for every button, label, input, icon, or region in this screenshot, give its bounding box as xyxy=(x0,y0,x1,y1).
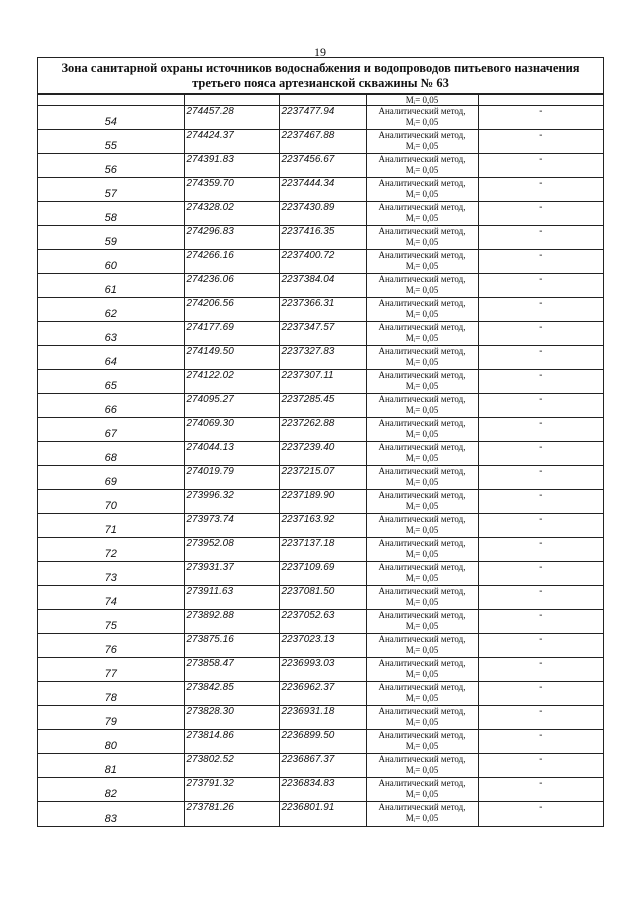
table-row xyxy=(38,418,603,442)
cell-x: 273842.85 xyxy=(184,682,279,706)
cell-x: 273952.08 xyxy=(184,538,279,562)
method-label: Аналитический метод, xyxy=(378,802,466,812)
cell-number: 83 xyxy=(38,802,184,826)
cell-x: 274122.02 xyxy=(184,370,279,394)
method-label: Аналитический метод, xyxy=(378,130,466,140)
method-value: Мᵢ= 0,05 xyxy=(405,165,439,175)
cell-y: 2237477.94 xyxy=(279,106,366,130)
method-label: Аналитический метод, xyxy=(378,154,466,164)
method-value: Мᵢ= 0,05 xyxy=(405,717,439,727)
cell-number: 78 xyxy=(38,682,184,706)
cell-method xyxy=(366,178,478,202)
cell-y: 2236867.37 xyxy=(279,754,366,778)
cell-x: 273911.63 xyxy=(184,586,279,610)
cell-x: 273781.26 xyxy=(184,802,279,826)
table-row xyxy=(38,610,603,634)
cell-method xyxy=(366,298,478,322)
method-label: Аналитический метод, xyxy=(378,754,466,764)
cell-number: 57 xyxy=(38,178,184,202)
cell-y: 2237262.88 xyxy=(279,418,366,442)
cell-number: 60 xyxy=(38,250,184,274)
cell-number: 55 xyxy=(38,130,184,154)
cell-x: 274177.69 xyxy=(184,322,279,346)
cell-note: - xyxy=(478,418,603,442)
cell-note: - xyxy=(478,130,603,154)
cell-note: - xyxy=(478,346,603,370)
method-label: Аналитический метод, xyxy=(378,490,466,500)
coordinates-table xyxy=(38,94,603,826)
method-label: Аналитический метод, xyxy=(378,202,466,212)
table-row xyxy=(38,514,603,538)
cell-number: 75 xyxy=(38,610,184,634)
cell-x: 274424.37 xyxy=(184,130,279,154)
cell-method xyxy=(366,274,478,298)
cell-method xyxy=(366,202,478,226)
cell-method xyxy=(366,634,478,658)
document-table xyxy=(37,57,604,827)
cell-number: 66 xyxy=(38,394,184,418)
cell-method xyxy=(366,586,478,610)
method-label: Аналитический метод, xyxy=(378,178,466,188)
method-label: Аналитический метод, xyxy=(378,706,466,716)
cell-y: 2236931.18 xyxy=(279,706,366,730)
table-row xyxy=(38,394,603,418)
cell-note: - xyxy=(478,514,603,538)
cell-y: 2236962.37 xyxy=(279,682,366,706)
cell-method xyxy=(366,250,478,274)
cell-number: 70 xyxy=(38,490,184,514)
cell-method xyxy=(366,706,478,730)
cell-method xyxy=(366,538,478,562)
cell-note: - xyxy=(478,178,603,202)
method-value: Мᵢ= 0,05 xyxy=(405,669,439,679)
title-line-2: третьего пояса артезианской скважины № 63 xyxy=(192,76,449,90)
cell-method xyxy=(366,226,478,250)
cell-method xyxy=(366,322,478,346)
table-row xyxy=(38,490,603,514)
cell-x: 273973.74 xyxy=(184,514,279,538)
method-label: Аналитический метод, xyxy=(378,250,466,260)
method-label: Аналитический метод, xyxy=(378,370,466,380)
cell-number: 74 xyxy=(38,586,184,610)
cell-number: 73 xyxy=(38,562,184,586)
cell-number xyxy=(38,95,184,106)
cell-note: - xyxy=(478,778,603,802)
table-row xyxy=(38,154,603,178)
cell-x: 273875.16 xyxy=(184,634,279,658)
method-label: Аналитический метод, xyxy=(378,778,466,788)
cell-number: 79 xyxy=(38,706,184,730)
cell-method xyxy=(366,514,478,538)
cell-x: 274457.28 xyxy=(184,106,279,130)
cell-y: 2236834.83 xyxy=(279,778,366,802)
table-row xyxy=(38,370,603,394)
cell-y: 2237023.13 xyxy=(279,634,366,658)
cell-x: 274328.02 xyxy=(184,202,279,226)
method-label: Аналитический метод, xyxy=(378,106,466,116)
table-row xyxy=(38,322,603,346)
cell-note: - xyxy=(478,802,603,826)
cell-x: 274206.56 xyxy=(184,298,279,322)
cell-number: 76 xyxy=(38,634,184,658)
cell-number: 72 xyxy=(38,538,184,562)
method-value: Мᵢ= 0,05 xyxy=(405,501,439,511)
cell-y: 2237285.45 xyxy=(279,394,366,418)
table-row xyxy=(38,754,603,778)
cell-number: 61 xyxy=(38,274,184,298)
method-label: Аналитический метод, xyxy=(378,442,466,452)
table-row-continued xyxy=(38,95,603,106)
cell-number: 56 xyxy=(38,154,184,178)
cell-y: 2237416.35 xyxy=(279,226,366,250)
cell-number: 80 xyxy=(38,730,184,754)
cell-note xyxy=(478,95,603,106)
method-value: Мᵢ= 0,05 xyxy=(405,309,439,319)
cell-x xyxy=(184,95,279,106)
cell-x: 274149.50 xyxy=(184,346,279,370)
table-row xyxy=(38,442,603,466)
cell-number: 71 xyxy=(38,514,184,538)
cell-number: 81 xyxy=(38,754,184,778)
cell-note: - xyxy=(478,706,603,730)
cell-note: - xyxy=(478,250,603,274)
cell-x: 273892.88 xyxy=(184,610,279,634)
method-value: Мᵢ= 0,05 xyxy=(405,117,439,127)
method-label: Аналитический метод, xyxy=(378,298,466,308)
cell-method xyxy=(366,490,478,514)
method-value: Мᵢ= 0,05 xyxy=(405,213,439,223)
cell-number: 69 xyxy=(38,466,184,490)
cell-x: 273858.47 xyxy=(184,658,279,682)
cell-y: 2237215.07 xyxy=(279,466,366,490)
cell-note: - xyxy=(478,538,603,562)
table-row xyxy=(38,298,603,322)
method-value: Мᵢ= 0,05 xyxy=(405,765,439,775)
method-label: Аналитический метод, xyxy=(378,586,466,596)
cell-note: - xyxy=(478,274,603,298)
cell-note: - xyxy=(478,610,603,634)
method-label: Аналитический метод, xyxy=(378,610,466,620)
cell-method xyxy=(366,682,478,706)
method-value: Мᵢ= 0,05 xyxy=(405,141,439,151)
cell-note: - xyxy=(478,442,603,466)
cell-note: - xyxy=(478,154,603,178)
table-row xyxy=(38,706,603,730)
table-row xyxy=(38,802,603,826)
method-value: Мᵢ= 0,05 xyxy=(405,549,439,559)
table-row xyxy=(38,178,603,202)
cell-note: - xyxy=(478,658,603,682)
method-value: Мᵢ= 0,05 xyxy=(405,381,439,391)
method-label: Аналитический метод, xyxy=(378,658,466,668)
method-value: Мᵢ= 0,05 xyxy=(405,285,439,295)
cell-number: 82 xyxy=(38,778,184,802)
method-value: Мᵢ= 0,05 xyxy=(405,405,439,415)
cell-y: 2237400.72 xyxy=(279,250,366,274)
table-row xyxy=(38,634,603,658)
cell-note: - xyxy=(478,394,603,418)
cell-note: - xyxy=(478,322,603,346)
cell-method xyxy=(366,802,478,826)
cell-method xyxy=(366,730,478,754)
method-value: Мᵢ= 0,05 xyxy=(405,429,439,439)
cell-note: - xyxy=(478,490,603,514)
cell-method xyxy=(366,418,478,442)
cell-method: Мᵢ= 0,05 xyxy=(366,95,478,106)
cell-y: 2236993.03 xyxy=(279,658,366,682)
cell-y: 2237467.88 xyxy=(279,130,366,154)
cell-y: 2237137.18 xyxy=(279,538,366,562)
cell-note: - xyxy=(478,754,603,778)
cell-y: 2237430.89 xyxy=(279,202,366,226)
method-value: Мᵢ= 0,05 xyxy=(405,453,439,463)
cell-x: 273996.32 xyxy=(184,490,279,514)
cell-method xyxy=(366,394,478,418)
cell-number: 67 xyxy=(38,418,184,442)
cell-method xyxy=(366,130,478,154)
cell-method xyxy=(366,370,478,394)
cell-y: 2237163.92 xyxy=(279,514,366,538)
cell-x: 273814.86 xyxy=(184,730,279,754)
cell-number: 59 xyxy=(38,226,184,250)
cell-x: 274359.70 xyxy=(184,178,279,202)
cell-y: 2237052.63 xyxy=(279,610,366,634)
method-label: Аналитический метод, xyxy=(378,466,466,476)
cell-note: - xyxy=(478,634,603,658)
cell-note: - xyxy=(478,106,603,130)
table-row xyxy=(38,274,603,298)
cell-method xyxy=(366,562,478,586)
cell-method xyxy=(366,466,478,490)
table-row xyxy=(38,538,603,562)
method-value: Мᵢ= 0,05 xyxy=(405,525,439,535)
method-label: Аналитический метод, xyxy=(378,730,466,740)
method-label: Аналитический метод, xyxy=(378,322,466,332)
table-row xyxy=(38,586,603,610)
cell-x: 273791.32 xyxy=(184,778,279,802)
method-value: Мᵢ= 0,05 xyxy=(405,333,439,343)
table-row xyxy=(38,778,603,802)
cell-method xyxy=(366,778,478,802)
method-label: Аналитический метод, xyxy=(378,274,466,284)
cell-y: 2236899.50 xyxy=(279,730,366,754)
method-value: Мᵢ= 0,05 xyxy=(405,357,439,367)
cell-y: 2237081.50 xyxy=(279,586,366,610)
cell-number: 65 xyxy=(38,370,184,394)
method-value: Мᵢ= 0,05 xyxy=(405,741,439,751)
method-value: Мᵢ= 0,05 xyxy=(405,237,439,247)
cell-x: 274044.13 xyxy=(184,442,279,466)
table-row xyxy=(38,130,603,154)
cell-note: - xyxy=(478,298,603,322)
cell-note: - xyxy=(478,370,603,394)
method-value: Мᵢ= 0,05 xyxy=(405,789,439,799)
title-line-1: Зона санитарной охраны источников водоснабжения и водопроводов питьевого назначения xyxy=(61,61,580,75)
cell-method xyxy=(366,610,478,634)
cell-y: 2236801.91 xyxy=(279,802,366,826)
cell-method xyxy=(366,346,478,370)
cell-y: 2237189.90 xyxy=(279,490,366,514)
table-row xyxy=(38,682,603,706)
cell-method xyxy=(366,442,478,466)
cell-y: 2237347.57 xyxy=(279,322,366,346)
cell-y: 2237366.31 xyxy=(279,298,366,322)
method-label: Аналитический метод, xyxy=(378,418,466,428)
table-row xyxy=(38,730,603,754)
method-label: Аналитический метод, xyxy=(378,514,466,524)
cell-method xyxy=(366,106,478,130)
cell-x: 274095.27 xyxy=(184,394,279,418)
table-row xyxy=(38,250,603,274)
cell-note: - xyxy=(478,730,603,754)
cell-x: 274236.06 xyxy=(184,274,279,298)
page-number: 19 xyxy=(314,45,326,59)
method-label: Аналитический метод, xyxy=(378,634,466,644)
table-row xyxy=(38,202,603,226)
method-value: Мᵢ= 0,05 xyxy=(405,477,439,487)
method-value: Мᵢ= 0,05 xyxy=(405,693,439,703)
cell-x: 273802.52 xyxy=(184,754,279,778)
table-row xyxy=(38,346,603,370)
method-label: Аналитический метод, xyxy=(378,682,466,692)
cell-method xyxy=(366,154,478,178)
cell-x: 274069.30 xyxy=(184,418,279,442)
method-value: Мᵢ= 0,05 xyxy=(405,645,439,655)
cell-note: - xyxy=(478,466,603,490)
cell-number: 77 xyxy=(38,658,184,682)
cell-y: 2237327.83 xyxy=(279,346,366,370)
cell-note: - xyxy=(478,202,603,226)
cell-note: - xyxy=(478,586,603,610)
table-row xyxy=(38,658,603,682)
cell-x: 273931.37 xyxy=(184,562,279,586)
cell-note: - xyxy=(478,682,603,706)
method-value: Мᵢ= 0,05 xyxy=(405,597,439,607)
cell-y: 2237239.40 xyxy=(279,442,366,466)
cell-note: - xyxy=(478,562,603,586)
cell-y: 2237384.04 xyxy=(279,274,366,298)
cell-x: 274296.83 xyxy=(184,226,279,250)
cell-x: 274266.16 xyxy=(184,250,279,274)
method-label: Аналитический метод, xyxy=(378,538,466,548)
cell-y: 2237444.34 xyxy=(279,178,366,202)
table-row xyxy=(38,106,603,130)
cell-number: 58 xyxy=(38,202,184,226)
table-row xyxy=(38,562,603,586)
method-label: Аналитический метод, xyxy=(378,394,466,404)
method-value: Мᵢ= 0,05 xyxy=(405,621,439,631)
method-value: Мᵢ= 0,05 xyxy=(405,573,439,583)
cell-method xyxy=(366,754,478,778)
cell-y xyxy=(279,95,366,106)
cell-y: 2237456.67 xyxy=(279,154,366,178)
method-label: Аналитический метод, xyxy=(378,346,466,356)
cell-y: 2237307.11 xyxy=(279,370,366,394)
method-value: Мᵢ= 0,05 xyxy=(405,189,439,199)
method-label: Аналитический метод, xyxy=(378,226,466,236)
cell-method xyxy=(366,658,478,682)
cell-number: 54 xyxy=(38,106,184,130)
method-value: Мᵢ= 0,05 xyxy=(405,261,439,271)
cell-y: 2237109.69 xyxy=(279,562,366,586)
table-row xyxy=(38,226,603,250)
cell-x: 274019.79 xyxy=(184,466,279,490)
cell-number: 63 xyxy=(38,322,184,346)
cell-number: 64 xyxy=(38,346,184,370)
method-value: Мᵢ= 0,05 xyxy=(405,813,439,823)
cell-number: 62 xyxy=(38,298,184,322)
cell-note: - xyxy=(478,226,603,250)
cell-x: 273828.30 xyxy=(184,706,279,730)
cell-number: 68 xyxy=(38,442,184,466)
method-label: Аналитический метод, xyxy=(378,562,466,572)
table-row xyxy=(38,466,603,490)
table-title xyxy=(38,58,603,94)
cell-x: 274391.83 xyxy=(184,154,279,178)
